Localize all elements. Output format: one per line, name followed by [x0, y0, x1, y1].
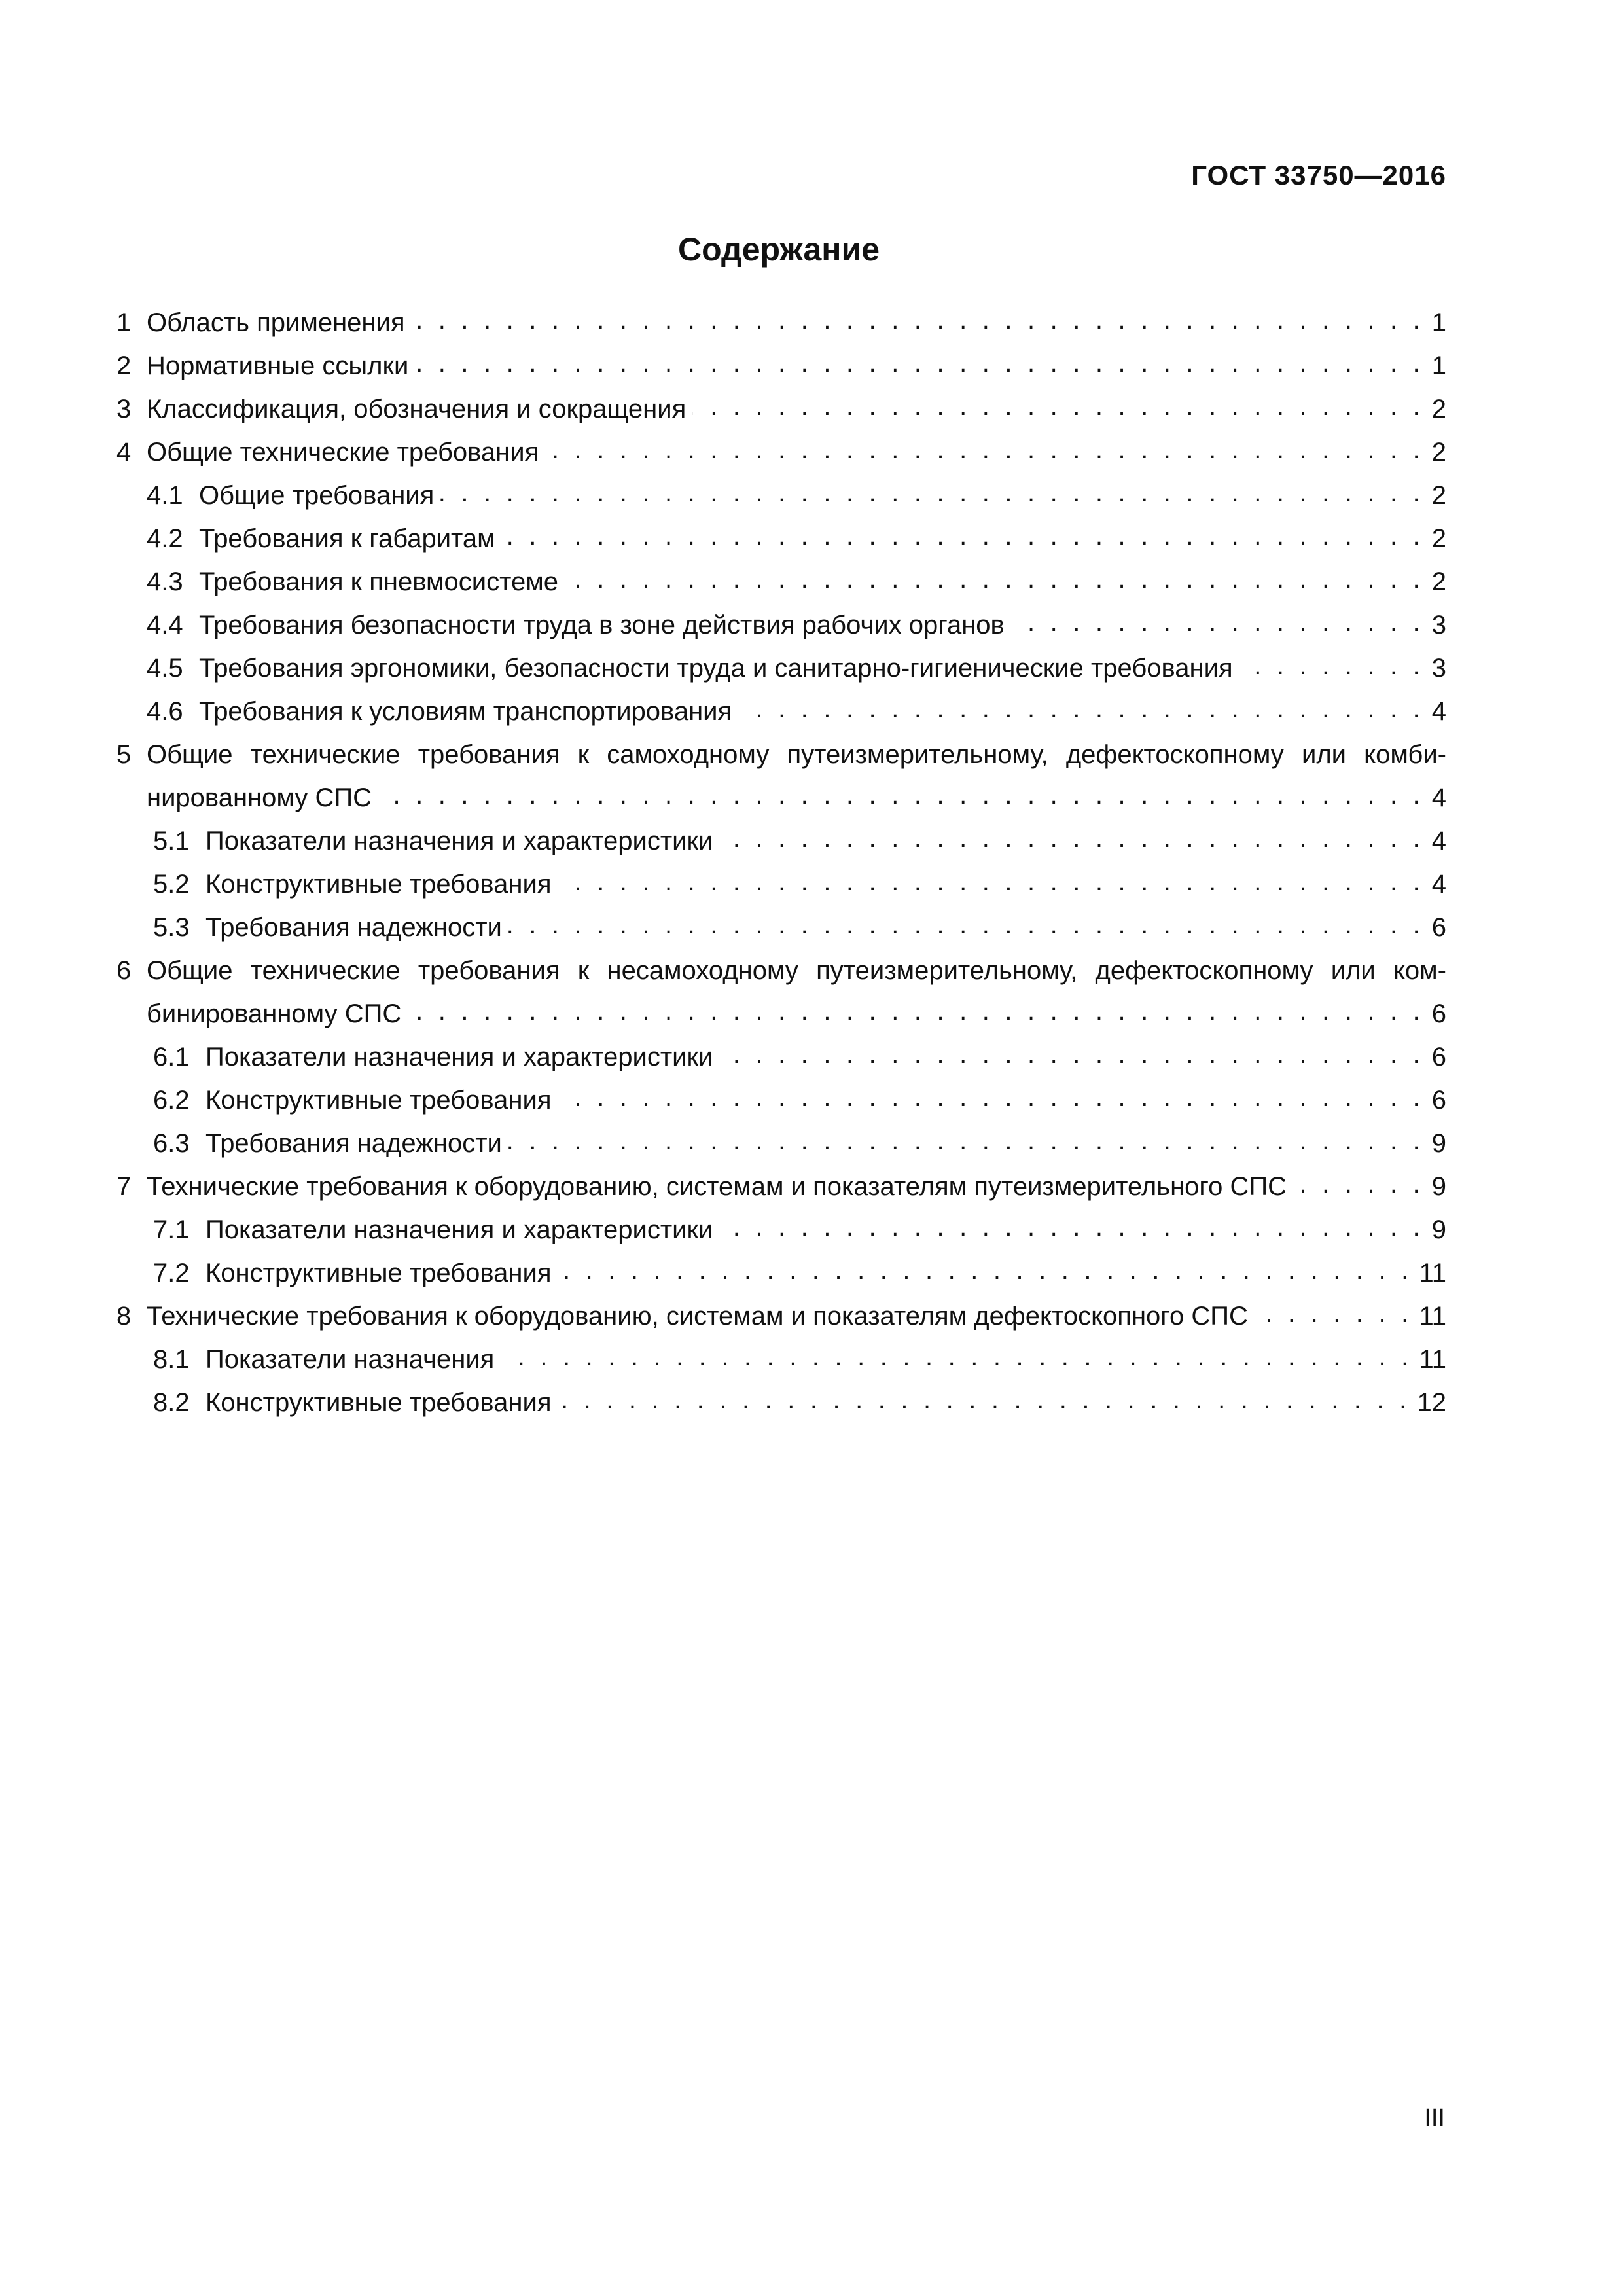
toc-text: Конструктивные требования — [205, 1259, 552, 1287]
page-number: III — [1424, 2104, 1445, 2132]
toc-number: 4.2 — [147, 524, 183, 553]
dot-leader — [1293, 1169, 1424, 1195]
toc-entry-5-3[interactable] — [116, 906, 1446, 949]
toc-entry-4-3[interactable] — [116, 560, 1446, 603]
toc-entry-4-6[interactable] — [116, 690, 1446, 733]
toc-text: Требования надежности — [205, 1129, 502, 1158]
dot-leader — [502, 521, 1424, 547]
toc-page: 12 — [1417, 1388, 1446, 1417]
toc-page: 6 — [1431, 1043, 1446, 1071]
toc-text: Показатели назначения и характеристики — [205, 827, 713, 855]
toc-number: 7.1 — [153, 1215, 190, 1244]
toc-entry-4[interactable] — [116, 431, 1446, 474]
dot-leader — [1240, 651, 1424, 677]
toc-entry-4-2[interactable] — [116, 517, 1446, 560]
toc-text: Классификация, обозначения и сокращения — [147, 395, 687, 423]
dot-leader — [508, 1126, 1424, 1152]
toc-text: Показатели назначения — [205, 1345, 495, 1374]
toc-page: 1 — [1431, 351, 1446, 380]
toc-entry-8[interactable] — [116, 1295, 1446, 1338]
toc-entry-2[interactable] — [116, 344, 1446, 387]
toc-entry-3[interactable] — [116, 387, 1446, 431]
toc-page: 1 — [1431, 308, 1446, 337]
toc-number: 5.3 — [153, 913, 190, 942]
toc-number: 7 — [116, 1172, 132, 1201]
toc-page: 6 — [1431, 1086, 1446, 1115]
toc-page: 4 — [1431, 827, 1446, 855]
toc-page: 11 — [1419, 1259, 1446, 1287]
toc-text: Требования к пневмосистеме — [199, 567, 559, 596]
toc-page: 2 — [1431, 481, 1446, 510]
toc-entry-7-2[interactable] — [116, 1251, 1446, 1295]
toc-text: Конструктивные требования — [205, 870, 552, 899]
toc-text: Нормативные ссылки — [147, 351, 409, 380]
toc-page: 11 — [1419, 1345, 1446, 1374]
toc-text: Требования надежности — [205, 913, 502, 942]
toc-text: Требования к габаритам — [199, 524, 495, 553]
dot-leader — [558, 867, 1424, 893]
toc-page: 6 — [1431, 913, 1446, 942]
toc-page: 9 — [1431, 1172, 1446, 1201]
toc-entry-7[interactable] — [116, 1165, 1446, 1208]
toc-text: Технические требования к оборудованию, системам и показателям путеизмерительного СПС — [147, 1172, 1287, 1201]
dot-leader — [558, 1385, 1410, 1411]
dot-leader — [558, 1255, 1412, 1282]
toc-text-line1: Общие технические требования к самоходному путеизмерительному, дефектоскопному или комби- — [147, 740, 1446, 769]
toc-text: Область применения — [147, 308, 405, 337]
dot-leader — [501, 1342, 1412, 1368]
toc-entry-4-5[interactable] — [116, 647, 1446, 690]
dot-leader — [412, 305, 1424, 331]
toc-page: 2 — [1431, 438, 1446, 467]
toc-entry-5-2[interactable] — [116, 863, 1446, 906]
toc-text-line2: бинированному СПС — [147, 999, 402, 1028]
toc-number: 1 — [116, 308, 132, 337]
toc-number: 8.2 — [153, 1388, 190, 1417]
dot-leader — [378, 780, 1424, 806]
toc-number: 5.1 — [153, 827, 190, 855]
document-code: ГОСТ 33750—2016 — [1191, 160, 1446, 190]
toc-entry-7-1[interactable] — [116, 1208, 1446, 1251]
toc-page: 9 — [1431, 1215, 1446, 1244]
dot-leader — [1255, 1299, 1413, 1325]
toc-number: 5.2 — [153, 870, 190, 899]
dot-leader — [508, 910, 1424, 936]
toc-number: 4.5 — [147, 654, 183, 683]
dot-leader — [408, 996, 1424, 1022]
toc-entry-4-4[interactable] — [116, 603, 1446, 647]
toc-number: 2 — [116, 351, 132, 380]
toc-number: 4.1 — [147, 481, 183, 510]
toc-entry-1[interactable] — [116, 301, 1446, 344]
dot-leader — [719, 1212, 1424, 1238]
toc-text: Требования безопасности труда в зоне действия рабочих органов — [199, 611, 1005, 639]
toc-text: Общие технические требования — [147, 438, 539, 467]
toc-text: Требования эргономики, безопасности труда и санитарно-гигиенические требования — [199, 654, 1233, 683]
toc-entry-6[interactable] — [116, 949, 1446, 1035]
toc-page: 2 — [1431, 567, 1446, 596]
toc-text: Конструктивные требования — [205, 1388, 552, 1417]
dot-leader — [565, 564, 1424, 590]
dot-leader — [545, 435, 1424, 461]
toc-text: Общие требования — [199, 481, 435, 510]
toc-text: Требования к условиям транспортирования — [199, 697, 732, 726]
toc-number: 8.1 — [153, 1345, 190, 1374]
toc-page: 2 — [1431, 395, 1446, 423]
dot-leader — [719, 1039, 1424, 1066]
toc-entry-8-1[interactable] — [116, 1338, 1446, 1381]
toc-text: Технические требования к оборудованию, системам и показателям дефектоскопного СПС — [147, 1302, 1248, 1331]
toc-number: 6.2 — [153, 1086, 190, 1115]
toc-entry-5-1[interactable] — [116, 819, 1446, 863]
toc-number: 4 — [116, 438, 132, 467]
toc-page: 9 — [1431, 1129, 1446, 1158]
toc-entry-6-1[interactable] — [116, 1035, 1446, 1079]
dot-leader — [1011, 607, 1424, 634]
dot-leader — [558, 1083, 1424, 1109]
toc-number: 3 — [116, 395, 132, 423]
toc-number: 6 — [116, 956, 132, 985]
toc-entry-4-1[interactable] — [116, 474, 1446, 517]
toc-number: 8 — [116, 1302, 132, 1331]
toc-number: 7.2 — [153, 1259, 190, 1287]
toc-entry-5[interactable] — [116, 733, 1446, 819]
toc-entry-8-2[interactable] — [116, 1381, 1446, 1424]
toc-text: Показатели назначения и характеристики — [205, 1215, 713, 1244]
dot-leader — [440, 478, 1424, 504]
toc-text-line1: Общие технические требования к несамоходному путеизмерительному, дефектоскопному или ком- — [147, 956, 1446, 985]
toc-page: 3 — [1431, 654, 1446, 683]
toc-entry-6-3[interactable] — [116, 1122, 1446, 1165]
toc-number: 6.3 — [153, 1129, 190, 1158]
toc-text: Конструктивные требования — [205, 1086, 552, 1115]
toc-number: 4.6 — [147, 697, 183, 726]
toc-text: Показатели назначения и характеристики — [205, 1043, 713, 1071]
toc-entry-6-2[interactable] — [116, 1079, 1446, 1122]
toc-number: 4.3 — [147, 567, 183, 596]
dot-leader — [738, 694, 1424, 720]
dot-leader — [692, 391, 1424, 418]
toc-number: 5 — [116, 740, 132, 769]
toc-page: 4 — [1431, 870, 1446, 899]
toc-page: 4 — [1431, 697, 1446, 726]
toc-page: 11 — [1419, 1302, 1446, 1331]
toc-page: 3 — [1431, 611, 1446, 639]
page-title: Содержание — [677, 231, 880, 268]
dot-leader — [415, 348, 1424, 374]
toc-number: 6.1 — [153, 1043, 190, 1071]
toc-page: 4 — [1431, 783, 1446, 812]
dot-leader — [719, 823, 1424, 850]
toc-page: 6 — [1431, 999, 1446, 1028]
toc-page: 2 — [1431, 524, 1446, 553]
toc-text-line2: нированному СПС — [147, 783, 372, 812]
toc-number: 4.4 — [147, 611, 183, 639]
table-of-contents — [116, 301, 1446, 1424]
